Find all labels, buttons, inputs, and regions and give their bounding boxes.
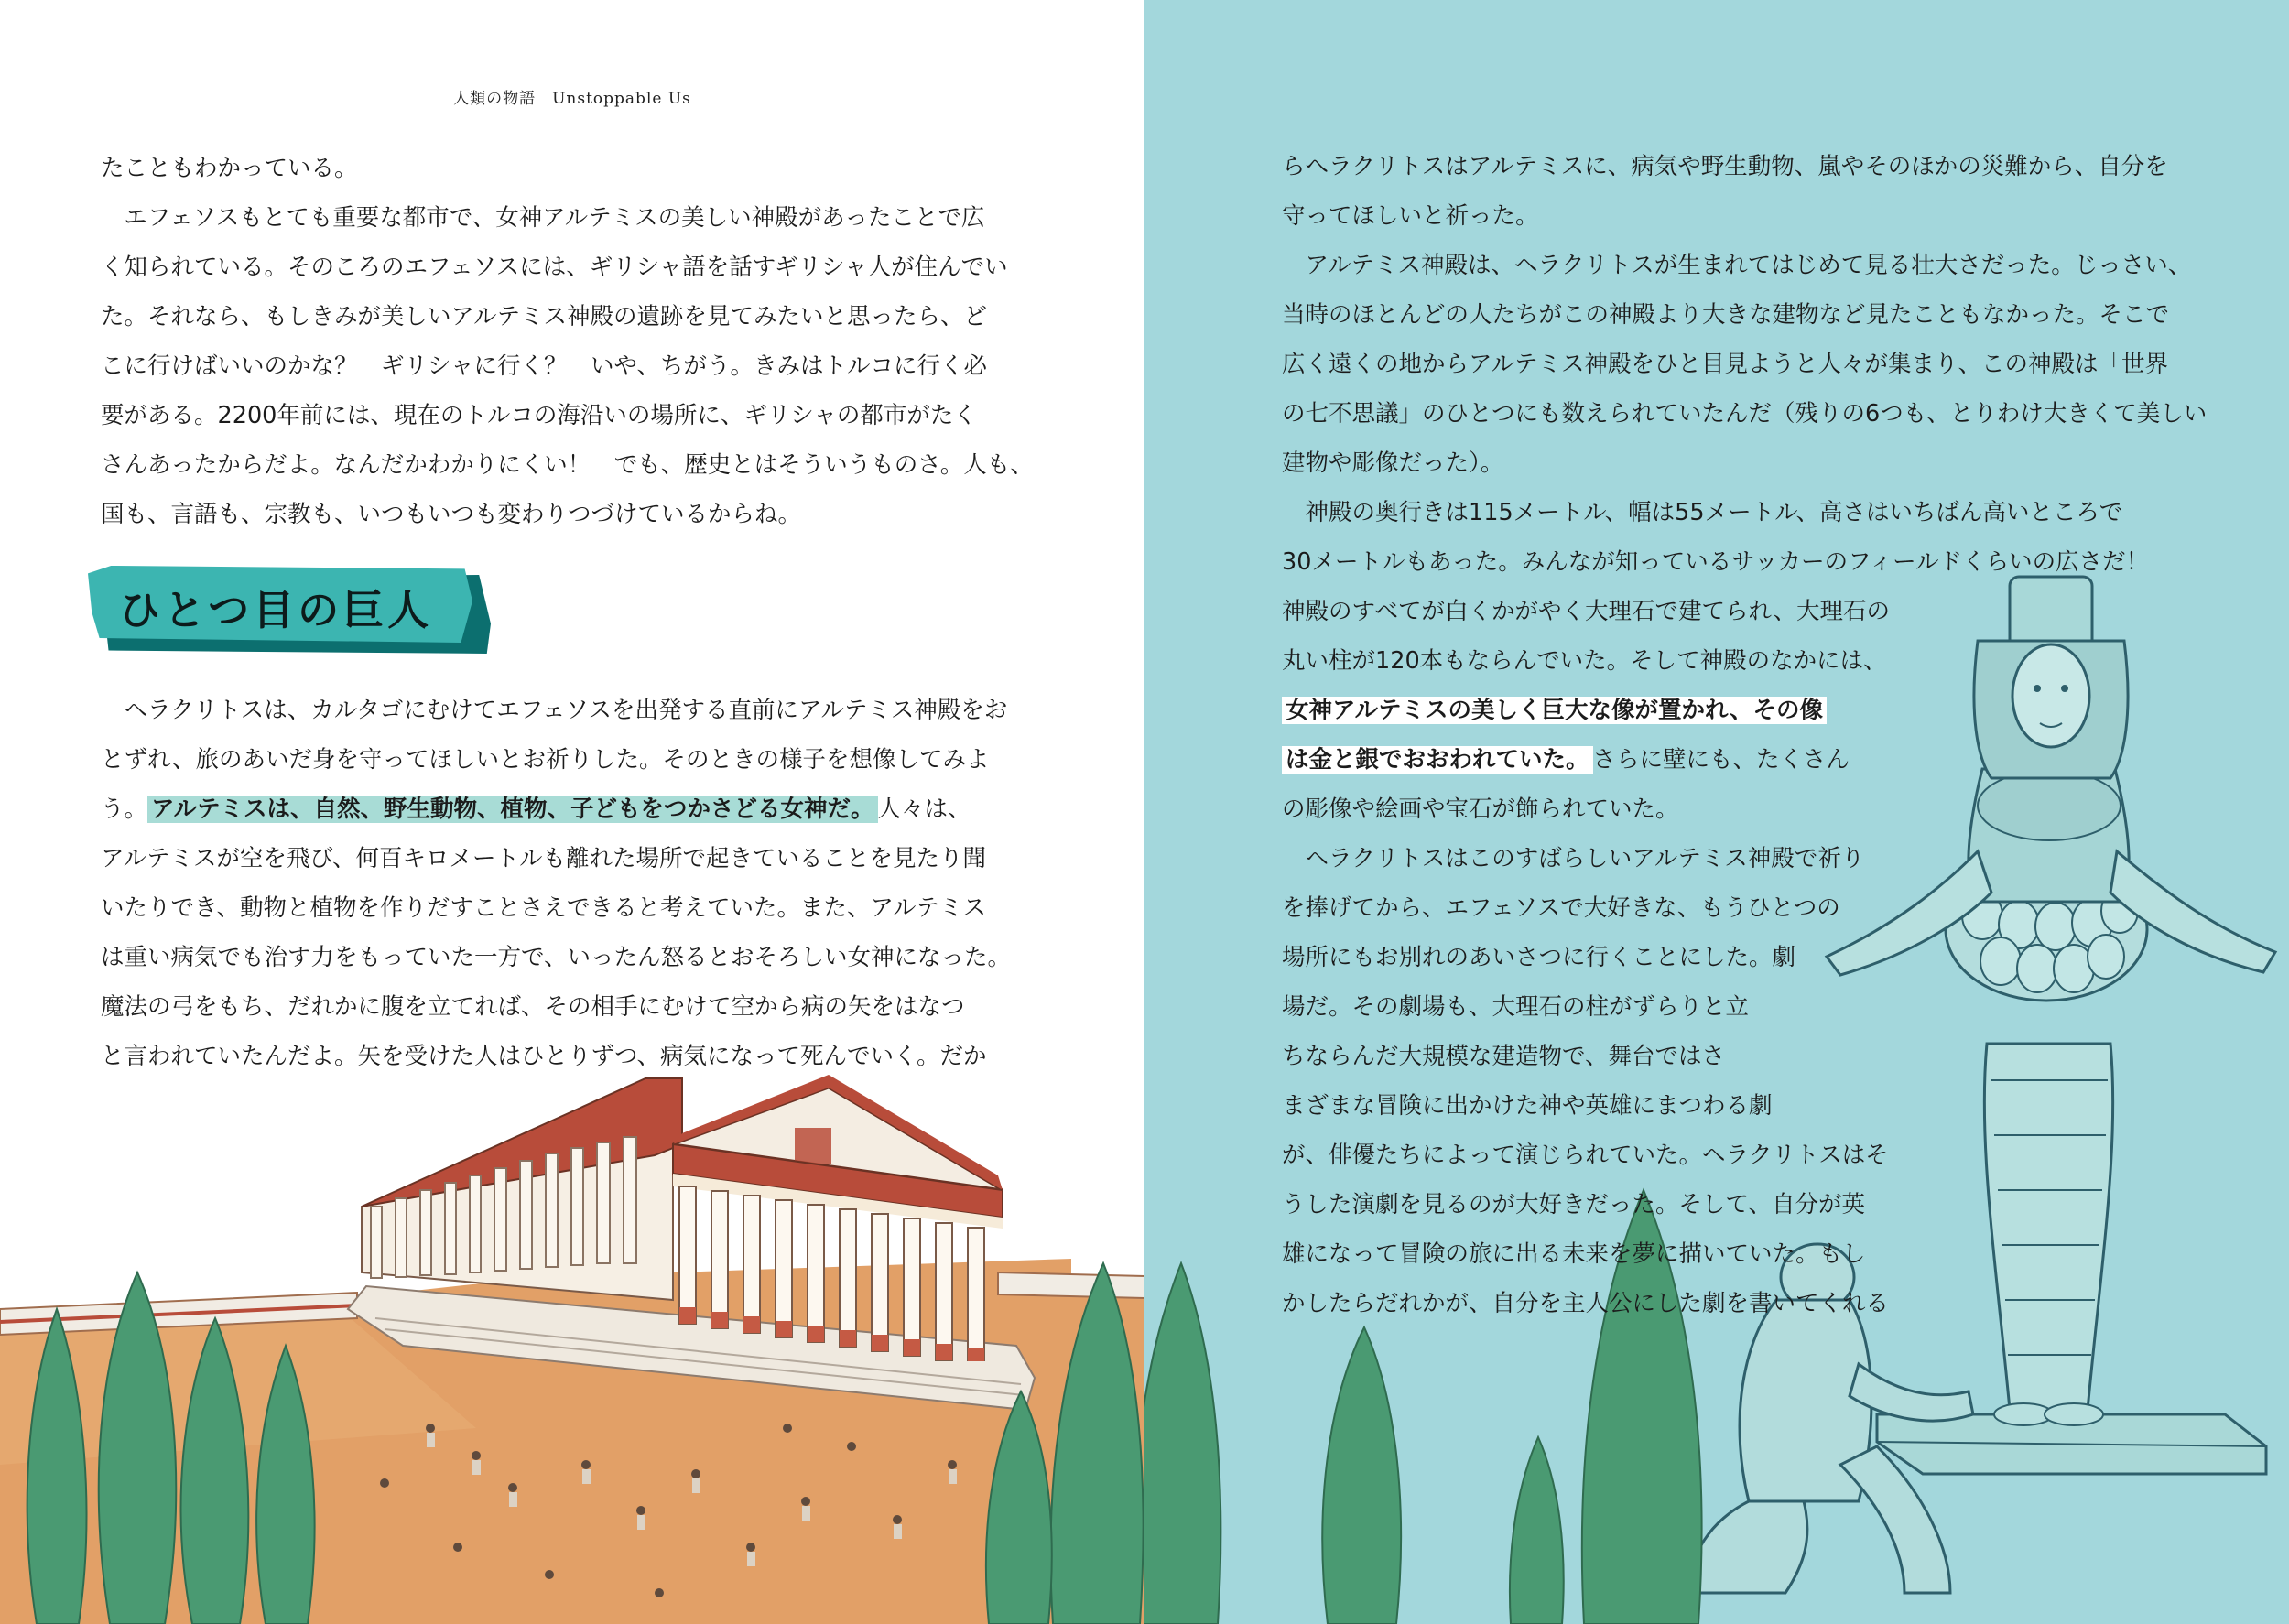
text-fragment: う。 bbox=[101, 796, 148, 823]
text-line: かしたらだれかが、自分を主人公にした劇を書いてくれる bbox=[1282, 1290, 1890, 1317]
text-line: アルテミスが空を飛び、何百キロメートルも離れた場所で起きていることを見たり聞 bbox=[101, 845, 986, 872]
running-header: 人類の物語 Unstoppable Us bbox=[453, 90, 691, 108]
text-line: さんあったからだよ。なんだかわかりにくい！ でも、歴史とはそういうものさ。人も、 bbox=[101, 451, 1034, 479]
text-line-with-highlight bbox=[1282, 686, 2207, 735]
text-line: アルテミス神殿は、ヘラクリトスが生まれてはじめて見る壮大さだった。じっさい、 bbox=[1282, 252, 2192, 279]
artemis-highlight: アルテミスは、自然、野生動物、植物、子どもをつかさどる女神だ。 bbox=[147, 796, 877, 823]
text-line: 雄になって冒険の旅に出る未来を夢に描いていた。もし bbox=[1282, 1240, 1866, 1268]
text-line: 魔法の弓をもち、だれかに腹を立てれば、その相手にむけて空から病の矢をはなつ bbox=[101, 993, 965, 1021]
text-line: 場所にもお別れのあいさつに行くことにした。劇 bbox=[1282, 944, 1796, 971]
text-line: の彫像や絵画や宝石が飾られていた。 bbox=[1282, 796, 1679, 823]
text-line: を捧げてから、エフェソスで大好きな、もうひとつの bbox=[1282, 894, 1840, 922]
text-line: 要がある。2200年前には、現在のトルコの海沿いの場所に、ギリシャの都市がたく bbox=[101, 402, 977, 429]
text-line: エフェソスもとても重要な都市で、女神アルテミスの美しい神殿があったことで広 bbox=[101, 204, 985, 232]
text-line: らへラクリトスはアルテミスに、病気や野生動物、嵐やそのほかの災難から、自分を bbox=[1282, 153, 2168, 180]
text-line: の七不思議」のひとつにも数えられていたんだ（残りの6つも、とりわけ大きくて美しい bbox=[1282, 400, 2208, 428]
text-line: 当時のほとんどの人たちがこの神殿より大きな建物など見たこともなかった。そこで bbox=[1282, 301, 2170, 329]
text-line: く知られている。そのころのエフェソスには、ギリシャ語を話すギリシャ人が住んでい bbox=[101, 254, 1008, 281]
text-line: が、俳優たちによって演じられていた。ヘラクリトスはそ bbox=[1282, 1142, 1889, 1169]
text-line: ちならんだ大規模な建造物で、舞台ではさ bbox=[1282, 1043, 1725, 1070]
section-heading: ひとつ目の巨人 bbox=[119, 586, 433, 634]
right-page bbox=[1144, 0, 2289, 1624]
text-line: こに行けばいいのかな？ ギリシャに行く？ いや、ちがう。きみはトルコに行く必 bbox=[101, 352, 987, 380]
text-line: 建物や彫像だった）。 bbox=[1282, 449, 1504, 477]
text-line: たこともわかっている。 bbox=[101, 155, 358, 182]
text-line: ヘラクリトスは、カルタゴにむけてエフェソスを出発する直前にアルテミス神殿をお bbox=[101, 697, 1008, 724]
text-line: 広く遠くの地からアルテミス神殿をひと目見ようと人々が集まり、この神殿は「世界 bbox=[1282, 351, 2168, 378]
text-line: 守ってほしいと祈った。 bbox=[1282, 202, 1539, 230]
text-line: 場だ。その劇場も、大理石の柱がずらりと立 bbox=[1282, 993, 1750, 1021]
text-line: いたりでき、動物と植物を作りだすことさえできると考えていた。また、アルテミス bbox=[101, 894, 986, 922]
right-text-block bbox=[1282, 142, 2207, 1328]
text-line: 国も、言語も、宗教も、いつもいつも変わりつづけているからね。 bbox=[101, 501, 802, 528]
temple-of-artemis-illustration bbox=[0, 0, 1144, 1624]
text-fragment: 人々は、 bbox=[877, 796, 971, 823]
text-line: 丸い柱が120本もならんでいた。そして神殿のなかには、 bbox=[1282, 647, 1887, 675]
text-line: うした演劇を見るのが大好きだった。そして、自分が英 bbox=[1282, 1191, 1865, 1218]
left-page bbox=[0, 0, 1144, 1624]
text-line: 神殿の奥行きは115メートル、幅は55メートル、高さはいちばん高いところで bbox=[1282, 499, 2123, 526]
text-line-with-highlight bbox=[1282, 735, 2207, 785]
text-line: 30メートルもあった。みんなが知っているサッカーのフィールドくらいの広さだ！ bbox=[1282, 548, 2150, 576]
text-line: まざまな冒険に出かけた神や英雄にまつわる劇 bbox=[1282, 1092, 1773, 1120]
text-line: 神殿のすべてが白くかがやく大理石で建てられ、大理石の bbox=[1282, 598, 1891, 625]
text-line: は重い病気でも治す力をもっていた一方で、いったん怒るとおそろしい女神になった。 bbox=[101, 944, 1011, 971]
text-fragment: さらに壁にも、たくさん bbox=[1592, 746, 1850, 774]
text-line: た。それなら、もしきみが美しいアルテミス神殿の遺跡を見てみたいと思ったら、ど bbox=[101, 303, 987, 330]
text-line: ヘラクリトスはこのすばらしいアルテミス神殿で祈り bbox=[1282, 845, 1865, 872]
statue-highlight: 女神アルテミスの美しく巨大な像が置かれ、その像 bbox=[1282, 697, 1827, 724]
text-line: とずれ、旅のあいだ身を守ってほしいとお祈りした。そのときの様子を想像してみよ bbox=[101, 746, 990, 774]
text-line: と言われていたんだよ。矢を受けた人はひとりずつ、病気になって死んでいく。だか bbox=[101, 1043, 987, 1070]
statue-highlight: は金と銀でおおわれていた。 bbox=[1282, 746, 1593, 774]
